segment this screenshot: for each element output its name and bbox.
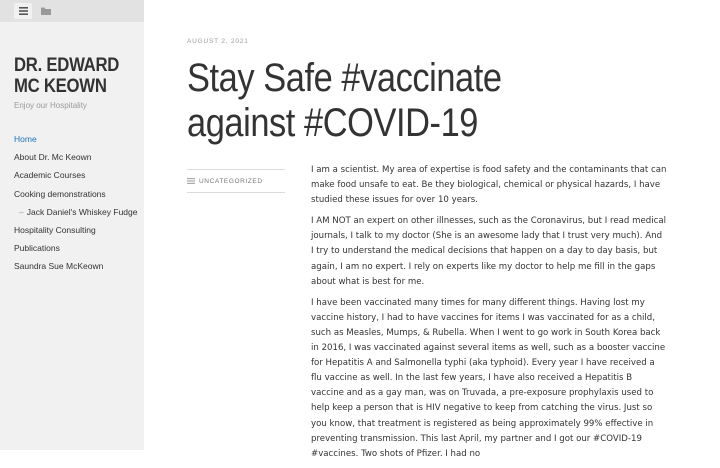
category-link[interactable]: UNCATEGORIZED [199, 177, 263, 185]
nav-item-label: Jack Daniel's Whiskey Fudge [26, 206, 138, 217]
nav-item-label: Home [14, 134, 37, 144]
nav-item-saundra-sue-mckeown[interactable] [14, 257, 137, 275]
menu-icon [19, 7, 28, 15]
nav-item-label: Academic Courses [14, 170, 86, 181]
nav-subitem-whiskey-fudge[interactable] [14, 203, 137, 221]
post-paragraph: I AM NOT an expert on other illnesses, such as the Coronavirus, but I read medical journals, I talk to my doctor (She is an awesome lady that I trust very much). And I try to understand the medical decisions that happen on a day to day basis, but again, I am no expert. I rely on experts like my doctor to help me fill in the gaps about what is best for me. [311, 216, 666, 287]
nav-item-home[interactable] [14, 130, 137, 148]
site-title-line-2: MC KEOWN [14, 76, 107, 97]
post-body [311, 163, 667, 468]
site-title[interactable] [14, 55, 124, 97]
nav-item-label: Publications [14, 243, 60, 254]
post-date[interactable]: AUGUST 2, 2021 [187, 38, 249, 45]
site-title-line-1: DR. EDWARD [14, 55, 120, 76]
post-paragraph: I am a scientist. My area of expertise is food safety and the contaminants that can make food unsafe to eat. Be they biological, chemical or physical hazards, I have studied these issues for over 10 years. [311, 165, 667, 206]
sidebar-toolbar [0, 0, 144, 22]
sidebar [0, 0, 144, 450]
post-paragraph: I have been vaccinated many times for many different things. Having lost my vaccine history, I had to have vaccines for items I was vaccinated for as a child, such as Measles, Mumps, & Rubella. When I went to go work in South Korea back in 2016, I was vaccinated against several items as well, such as a booster vaccine for Hepatitis A and Salmonella typhi (aka typhoid). Every year I have received a flu vaccine as well. In the last few years, I have also received a Hepatitis B vaccine and as a gay man, was on Truvada, a pre-exposure prophylaxis used to help keep a person that is HIV negative to keep from catching the virus. Just so you know, that treatment is registered as being approximately 99% effective in preventing transmission. This last April, my partner and I got our #COVID-19 #vaccines. Two shots of Pfizer. I had no [311, 297, 666, 459]
nav-item-academic-courses[interactable] [14, 166, 137, 184]
nav-item-label: About Dr. Mc Keown [14, 152, 92, 163]
subitem-dash: – [19, 206, 24, 217]
nav-item-publications[interactable] [14, 239, 137, 257]
menu-toggle-button[interactable] [14, 3, 32, 19]
folder-icon [41, 7, 51, 15]
nav-item-label: Hospitality Consulting [14, 224, 96, 235]
nav-item-cooking-demonstrations[interactable] [14, 185, 137, 203]
nav-item-about[interactable] [14, 148, 137, 166]
post-meta [187, 169, 285, 193]
nav-item-label: Cooking demonstrations [14, 188, 106, 199]
post-title: Stay Safe #vaccinate against #COVID-19 [187, 56, 502, 145]
nav-item-hospitality-consulting[interactable] [14, 221, 137, 239]
site-tagline: Enjoy our Hospitality [14, 101, 87, 110]
folder-icon [187, 178, 195, 184]
nav-item-label: Saundra Sue McKeown [14, 261, 104, 272]
main-navigation [14, 130, 137, 276]
widgets-toggle-button[interactable] [37, 3, 55, 19]
main-content [144, 0, 720, 459]
